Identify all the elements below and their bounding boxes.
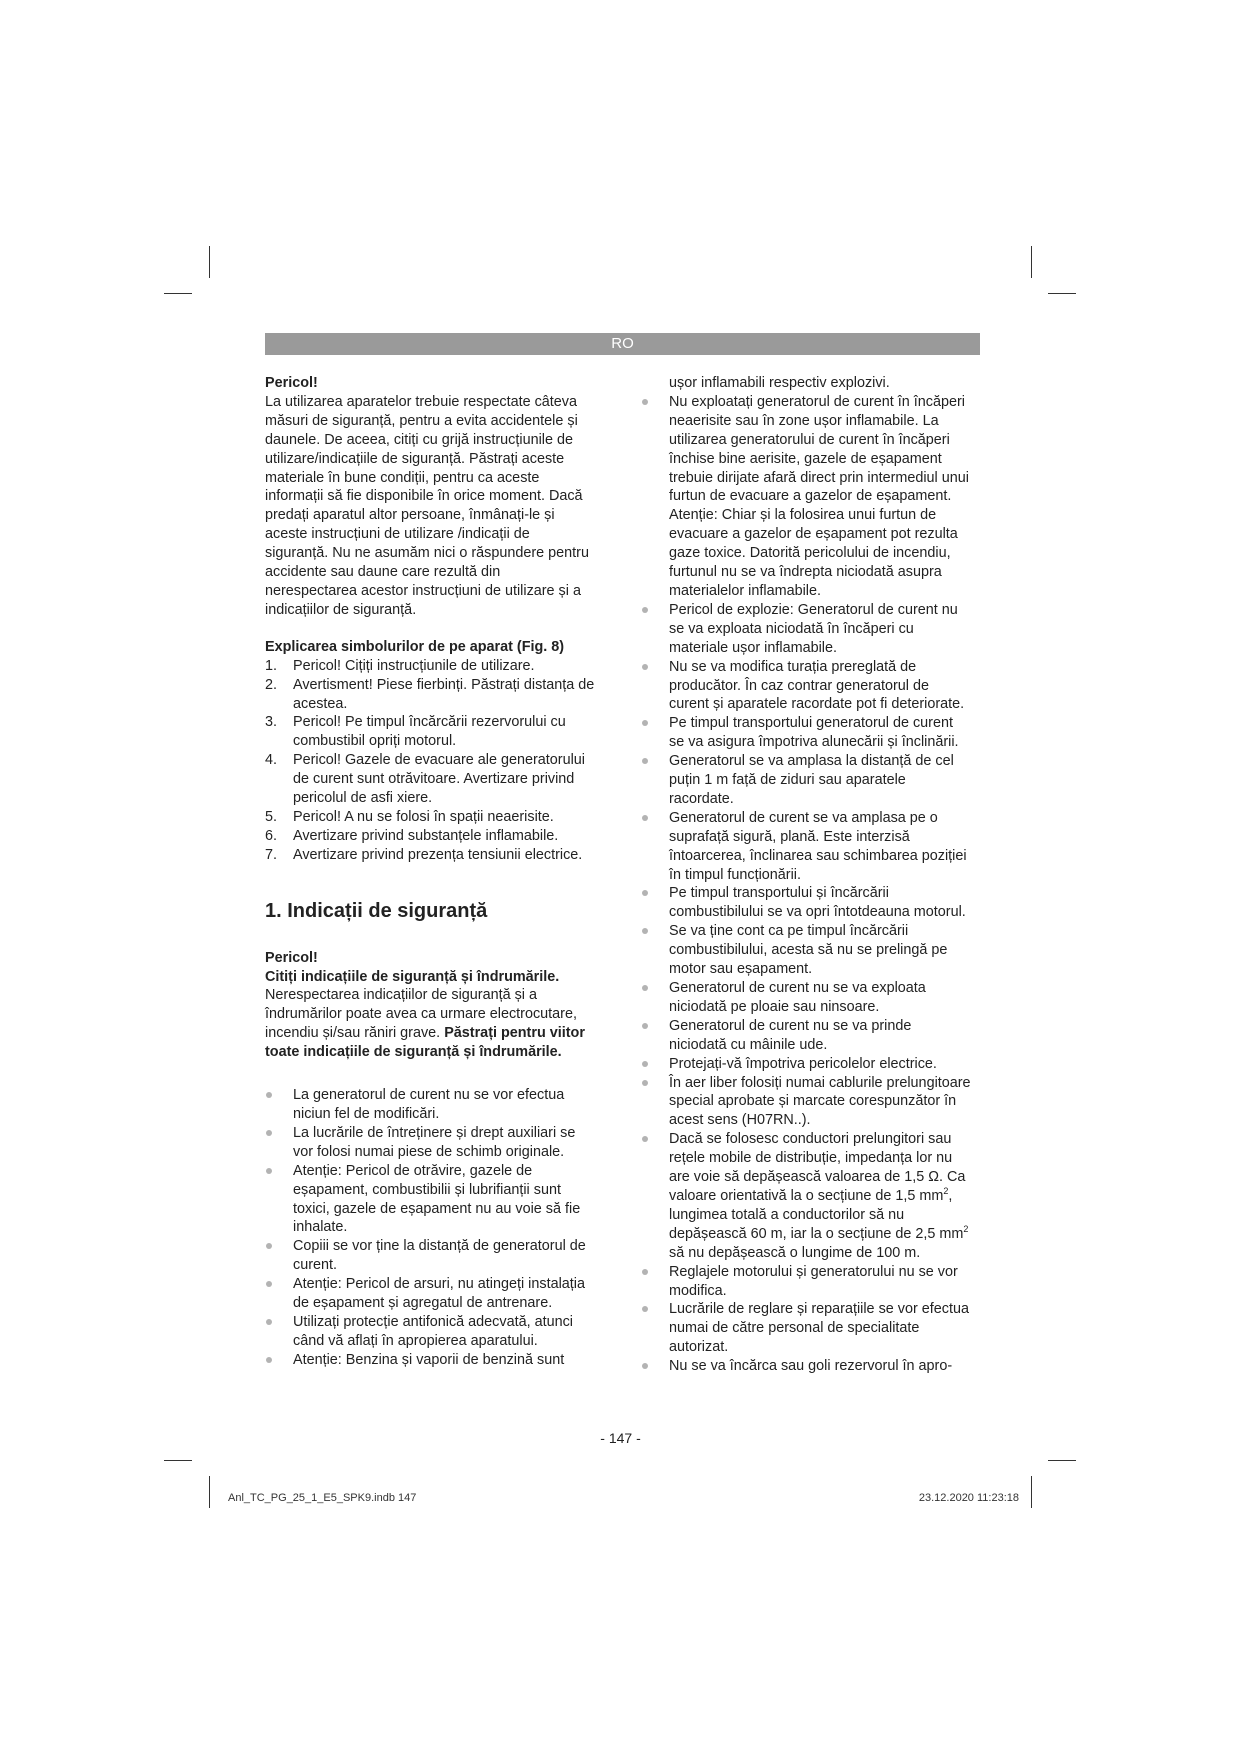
list-item: Reglajele motorului și generatorului nu se vor modifica.	[641, 1263, 971, 1301]
list-item: La generatorul de curent nu se vor efectua niciun fel de modificări.	[265, 1086, 595, 1124]
list-item: Generatorul de curent se va amplasa pe o suprafață sigură, plană. Este interzisă întoarcerea, înclinarea sau schimbarea poziției în timpul funcționării.	[641, 809, 971, 885]
right-bullet-list	[641, 374, 971, 1376]
crop-mark	[164, 1460, 192, 1461]
list-item: Generatorul de curent nu se va prinde niciodată cu mâinile ude.	[641, 1017, 971, 1055]
list-item: 7. Avertizare privind prezența tensiunii electrice.	[265, 846, 583, 863]
footer-filename: Anl_TC_PG_25_1_E5_SPK9.indb 147	[228, 1492, 417, 1504]
left-column	[265, 374, 595, 1370]
danger-label: Pericol!	[265, 949, 318, 966]
list-item: În aer liber folosiți numai cablurile prelungitoare special aprobate și marcate corespunzător în acest sens (H07RN..).	[641, 1074, 971, 1131]
list-item: Atenție: Pericol de arsuri, nu atingeți instalația de eșapament și agregatul de antrenare.	[265, 1275, 595, 1313]
list-item: Nu se va modifica turația prereglată de producător. În caz contrar generatorul de curent și aparatele racordate pot fi deteriorate.	[641, 658, 971, 715]
list-item: Pe timpul transportului și încărcării combustibilului se va opri întotdeauna motorul.	[641, 884, 971, 922]
list-item: Atenție: Benzina și vaporii de benzină sunt	[265, 1351, 595, 1370]
crop-mark	[209, 246, 210, 278]
warning-paragraph: Nerespectarea indicațiilor de siguranță și a îndrumărilor poate avea ca urmare electrocutare, incendiu și/sau răniri grave. Păstrați pentru viitor toate indicațiile de siguranță și îndrumările.	[265, 987, 585, 1061]
list-item: Se va ține cont ca pe timpul încărcării combustibilului, acesta să nu se prelingă pe motor sau eșapament.	[641, 922, 971, 979]
page-number: - 147 -	[600, 1430, 641, 1446]
list-item-conductors: Dacă se folosesc conductori prelungitori sau rețele mobile de distribuție, impedanța lor nu are voie să depășească valoarea de 1,5 Ω. Ca valoare orientativă la o secțiune de 1,5 $mm^2$, lungimea totală a conductorilor să nu depășească 60 m, iar la o secțiune de 2,5 $mm^2$ să nu depășească o lungime de 100 m.	[641, 1130, 971, 1262]
right-column	[641, 374, 971, 1376]
list-item: 6. Avertizare privind substanțele inflamabile.	[265, 827, 559, 844]
list-item: La lucrările de întreținere și drept auxiliari se vor folosi numai piese de schimb originale.	[265, 1124, 595, 1162]
footer-timestamp: 23.12.2020 11:23:18	[918, 1492, 1019, 1504]
list-item: Pericol de explozie: Generatorul de curent nu se va exploata niciodată în încăperi cu materiale ușor inflamabile.	[641, 601, 971, 658]
list-item: Atenție: Pericol de otrăvire, gazele de eșapament, combustibilii și lubrifianții sunt toxici, gazele de eșapament nu au voie să fie inhalate.	[265, 1162, 595, 1238]
symbols-title: Explicarea simbolurilor de pe aparat (Fig. 8)	[265, 638, 565, 655]
list-item: Copiii se vor ține la distanță de generatorul de curent.	[265, 1237, 595, 1275]
list-item: Nu exploatați generatorul de curent în încăperi neaerisite sau în zone ușor inflamabile. La utilizarea generatorului de curent în încăperi închise bine aerisite, gazele de eșapament trebuie dirijate afară direct prin intermediul unui furtun de evacuare a gazelor de eșapament. Atenție: Chiar și la folosirea unui furtun de evacuare a gazelor de eșapament pot rezulta gaze toxice. Datorită pericolului de incendiu, furtunul nu se va îndrepta niciodată asupra materialelor inflamabile.	[641, 393, 971, 601]
crop-mark	[1048, 1460, 1076, 1461]
list-item: Generatorul de curent nu se va exploata niciodată pe ploaie sau ninsoare.	[641, 979, 971, 1017]
crop-mark	[1048, 293, 1076, 294]
crop-mark	[1031, 1476, 1032, 1508]
list-item: 4. Pericol! Gazele de evacuare ale generatorului de curent sunt otrăvitoare. Avertizare privind pericolul de asfi xiere.	[265, 752, 585, 807]
list-item: 3. Pericol! Pe timpul încărcării rezervorului cu combustibil opriți motorul.	[265, 714, 566, 750]
left-bullet-list	[265, 1086, 595, 1370]
list-item: Lucrările de reglare și reparațiile se vor efectua numai de către personal de specialitate autorizat.	[641, 1300, 971, 1357]
crop-mark	[209, 1476, 210, 1508]
list-item: Protejați-vă împotriva pericolelor electrice.	[641, 1055, 971, 1074]
list-item: Pe timpul transportului generatorul de curent se va asigura împotriva alunecării și înclinării.	[641, 714, 971, 752]
read-instructions: Citiți indicațiile de siguranță și îndrumările.	[265, 968, 560, 985]
language-header: RO	[265, 333, 980, 355]
symbols-list	[265, 657, 595, 865]
intro-title: Pericol!	[265, 375, 318, 391]
list-item: 1. Pericol! Cițiți instrucțiunile de utilizare.	[265, 657, 535, 674]
list-item: Generatorul se va amplasa la distanță de cel puțin 1 m față de ziduri sau aparatele racordate.	[641, 752, 971, 809]
list-item: Utilizați protecție antifonică adecvată, atunci când vă aflați în apropierea aparatului.	[265, 1313, 595, 1351]
intro-paragraph: La utilizarea aparatelor trebuie respectate câteva măsuri de siguranță, pentru a evita accidentele și daunele. De aceea, citiți cu grijă instrucțiunile de utilizare/indicațiile de siguranță. Păstrați aceste materiale în bune condiții, pentru ca aceste informații să fie disponibile în orice moment. Dacă predați aparatul altor persoane, înmânați-le și aceste instrucțiuni de utilizare /indicații de siguranță. Nu ne asumăm nici o răspundere pentru accidente sau daune care rezultă din nerespectarea acestor instrucțiuni de utilizare și a indicațiilor de siguranță.	[265, 393, 589, 618]
list-item: Nu se va încărca sau goli rezervorul în apro-	[641, 1357, 971, 1376]
list-item: 5. Pericol! A nu se folosi în spații neaerisite.	[265, 808, 554, 825]
list-item-continuation: ușor inflamabili respectiv explozivi.	[669, 375, 890, 391]
section-heading: 1. Indicații de siguranță	[265, 899, 488, 922]
crop-mark	[164, 293, 192, 294]
list-item: 2. Avertisment! Piese fierbinți. Păstrați distanța de acestea.	[265, 676, 595, 712]
crop-mark	[1031, 246, 1032, 278]
